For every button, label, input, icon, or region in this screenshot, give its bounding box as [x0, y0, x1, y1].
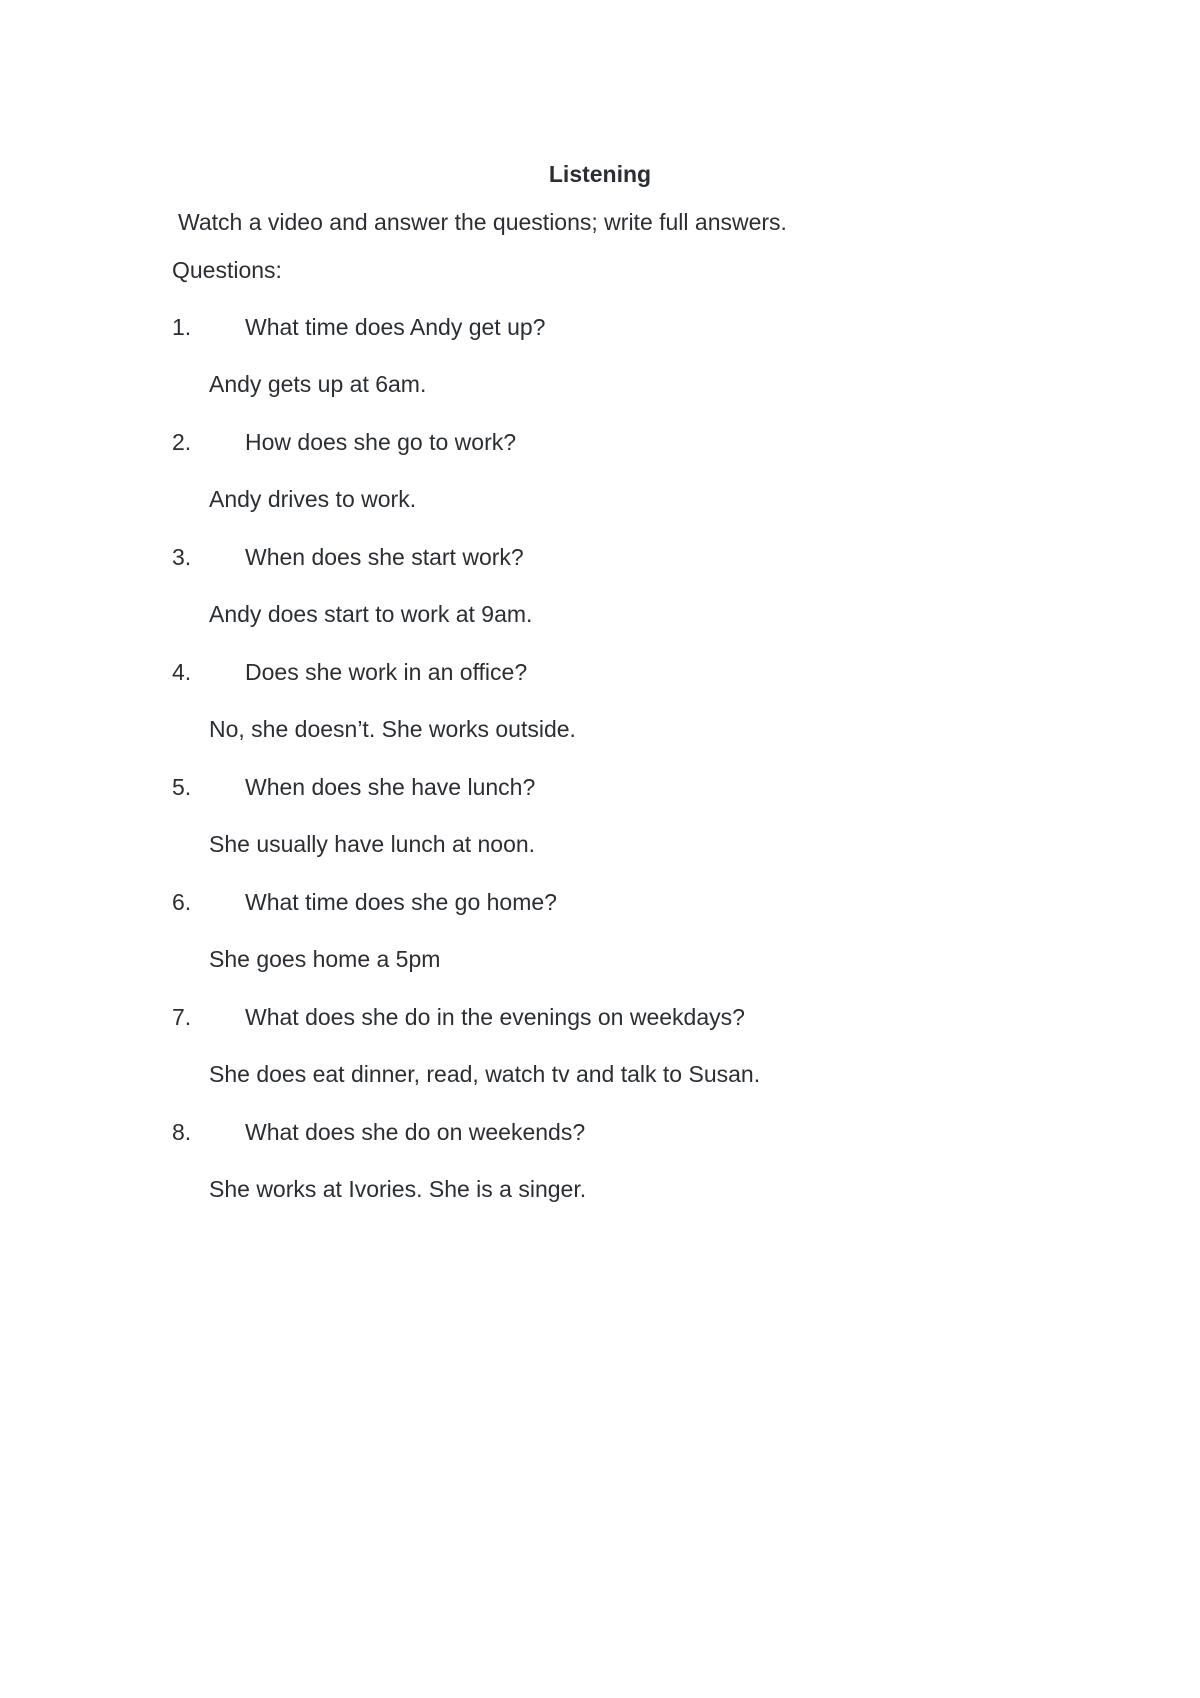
question-number: 1.	[172, 314, 192, 340]
question-item	[0, 875, 1200, 990]
question-text: What does she do in the evenings on weekdays?	[245, 1004, 745, 1030]
question-number: 4.	[172, 659, 192, 685]
question-text: How does she go to work?	[245, 429, 517, 455]
question-item	[0, 415, 1200, 530]
answer-text: She goes home a 5pm	[209, 946, 441, 972]
question-number: 3.	[172, 544, 192, 570]
question-text: Does she work in an office?	[245, 659, 528, 685]
instructions-text: Watch a video and answer the questions; write full answers.	[178, 209, 787, 235]
answer-text: Andy drives to work.	[209, 486, 417, 512]
question-item	[0, 300, 1200, 415]
question-text: What time does she go home?	[245, 889, 557, 915]
answer-text: Andy does start to work at 9am.	[209, 601, 533, 627]
question-text: When does she have lunch?	[245, 774, 536, 800]
question-item	[0, 530, 1200, 645]
question-number: 7.	[172, 1004, 192, 1030]
question-number: 5.	[172, 774, 192, 800]
question-number: 6.	[172, 889, 192, 915]
question-item	[0, 1105, 1200, 1220]
page-title: Listening	[548, 161, 652, 187]
question-item	[0, 645, 1200, 760]
question-number: 8.	[172, 1119, 192, 1145]
question-item	[0, 760, 1200, 875]
question-text: When does she start work?	[245, 544, 524, 570]
question-text: What time does Andy get up?	[245, 314, 546, 340]
answer-text: She works at Ivories. She is a singer.	[209, 1176, 587, 1202]
answer-text: She usually have lunch at noon.	[209, 831, 536, 857]
answer-text: No, she doesn’t. She works outside.	[209, 716, 576, 742]
question-text: What does she do on weekends?	[245, 1119, 586, 1145]
questions-label: Questions:	[172, 257, 282, 283]
question-item	[0, 990, 1200, 1105]
answer-text: She does eat dinner, read, watch tv and talk to Susan.	[209, 1061, 761, 1087]
answer-text: Andy gets up at 6am.	[209, 371, 427, 397]
question-number: 2.	[172, 429, 192, 455]
question-list	[0, 300, 1200, 1220]
